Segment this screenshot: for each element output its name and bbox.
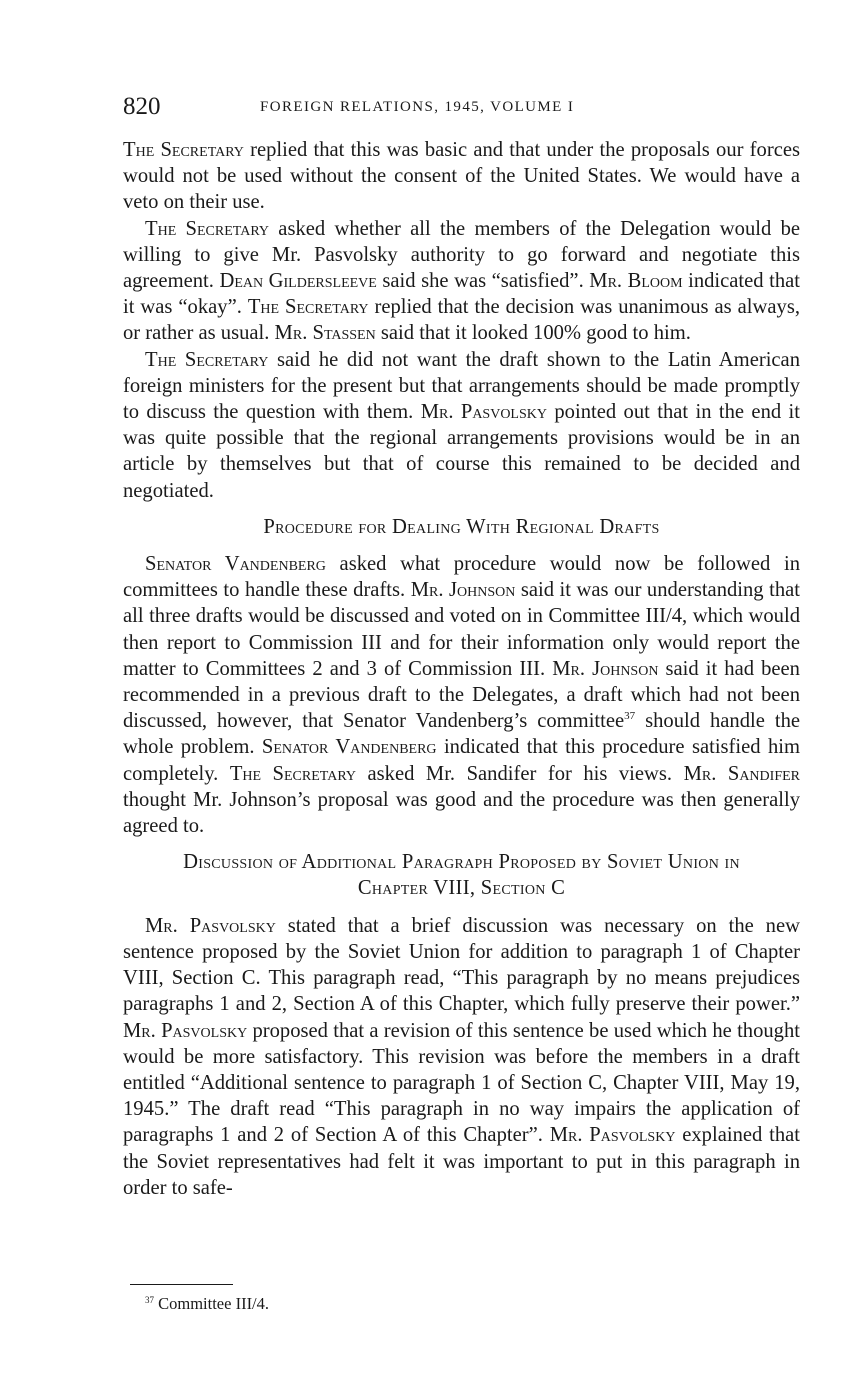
- speaker-name: Mr. Pasvolsky: [549, 1124, 676, 1147]
- paragraph-text: said that it looked 100% good to him.: [375, 322, 691, 345]
- speaker-name: Dean Gildersleeve: [219, 270, 377, 293]
- paragraph-text: said it was our understanding that all three drafts would be discussed and voted on in Committee III/4, which would then report to Commission III and for their information only would report the matter to Committees 2 and 3 of Commission III.: [123, 579, 800, 680]
- speaker-name: The Secretary: [229, 762, 357, 785]
- section-heading-line: Discussion of Additional Paragraph Proposed by Soviet Union in: [183, 851, 740, 874]
- paragraph-text: indicated that it was “okay”.: [123, 270, 801, 319]
- section-heading: [123, 849, 800, 901]
- paragraph-text: said she was “satisfied”.: [376, 270, 590, 293]
- paragraph-text: stated that a brief discussion was necessary on the new sentence proposed by the Soviet Union for addition to paragraph 1 of Chapter VIII, Section C. This paragraph read, “This paragraph by no means prejudices paragraphs 1 and 2, Section A of this Chapter, which fully preserve their power.”: [123, 914, 800, 1016]
- paragraph-text: pointed out that in the end it was quite possible that the regional arrangements provisions would be in an article by themselves but that of course this remained to be decided and negotiated.: [123, 401, 800, 502]
- paragraph-text: asked what procedure would now be followed in committees to handle these drafts.: [123, 553, 800, 602]
- paragraph-text: should handle the whole problem.: [123, 710, 801, 759]
- paragraph: [123, 347, 800, 504]
- paragraph: [123, 551, 800, 839]
- speaker-name: Senator Vandenberg: [145, 553, 326, 576]
- speaker-name: Mr. Sandifer: [683, 762, 800, 785]
- paragraph: [123, 137, 800, 216]
- paragraph: [123, 216, 800, 347]
- speaker-name: The Secretary: [123, 139, 244, 161]
- footnote: [145, 1293, 269, 1315]
- speaker-name: Mr. Stassen: [274, 322, 376, 345]
- speaker-name: The Secretary: [247, 296, 369, 319]
- speaker-name: Mr. Johnson: [552, 657, 659, 680]
- paragraph-text: asked Mr. Sandifer for his views.: [356, 762, 684, 785]
- footnote-number: 37: [145, 1295, 154, 1305]
- paragraph-text: proposed that a revision of this sentence be used which he thought would be more satisfactory. This revision was before the members in a draft entitled “Additional sentence to paragraph 1 of Section C, Chapter VIII, May 19, 1945.” The draft read “This paragraph in no way impairs the application of paragraphs 1 and 2 of Section A of this Chapter”.: [123, 1019, 800, 1147]
- speaker-name: Mr. Bloom: [589, 270, 683, 293]
- running-head: [123, 92, 800, 124]
- footnote-text: Committee III/4.: [154, 1294, 270, 1313]
- section-heading: Procedure for Dealing With Regional Drafts: [263, 515, 660, 538]
- speaker-name: Mr. Johnson: [410, 579, 516, 602]
- body-text: [123, 137, 800, 1201]
- paragraph: [123, 913, 800, 1201]
- section-heading-line: Chapter VIII, Section C: [357, 877, 566, 900]
- speaker-name: The Secretary: [145, 348, 269, 371]
- running-title: FOREIGN RELATIONS, 1945, VOLUME I: [260, 99, 575, 115]
- speaker-name: Mr. Pasvolsky: [420, 401, 547, 424]
- speaker-name: Mr. Pasvolsky: [145, 914, 276, 937]
- paragraph-text: said it had been recommended in a previous draft to the Delegates, a draft which had not been discussed, however, that Senator Vandenberg’s committee: [123, 657, 800, 733]
- speaker-name: The Secretary: [145, 217, 269, 240]
- speaker-name: Senator Vandenberg: [261, 736, 437, 759]
- footnote-divider: [130, 1284, 233, 1285]
- paragraph-text: replied that the decision was unanimous as always, or rather as usual.: [123, 296, 800, 345]
- paragraph-text: thought Mr. Johnson’s proposal was good and the procedure was then generally agreed to.: [123, 788, 800, 838]
- paragraph-text: indicated that this procedure satisfied him completely.: [123, 736, 800, 785]
- page-number: 820: [123, 93, 161, 120]
- paragraph-text: explained that the Soviet representatives had felt it was important to put in this paragraph in order to safe-: [123, 1124, 800, 1199]
- paragraph-text: said he did not want the draft shown to the Latin American foreign ministers for the present but that arrangements should be made promptly to discuss the question with them.: [123, 348, 800, 424]
- paragraph-text: asked whether all the members of the Delegation would be willing to give Mr. Pasvolsky authority to go forward and negotiate this agreement.: [123, 217, 801, 293]
- footnote-reference[interactable]: 37: [624, 710, 636, 723]
- paragraph-text: replied that this was basic and that under the proposals our forces would not be used without the consent of the United States. We would have a veto on their use.: [123, 139, 800, 214]
- speaker-name: Mr. Pasvolsky: [123, 1019, 248, 1042]
